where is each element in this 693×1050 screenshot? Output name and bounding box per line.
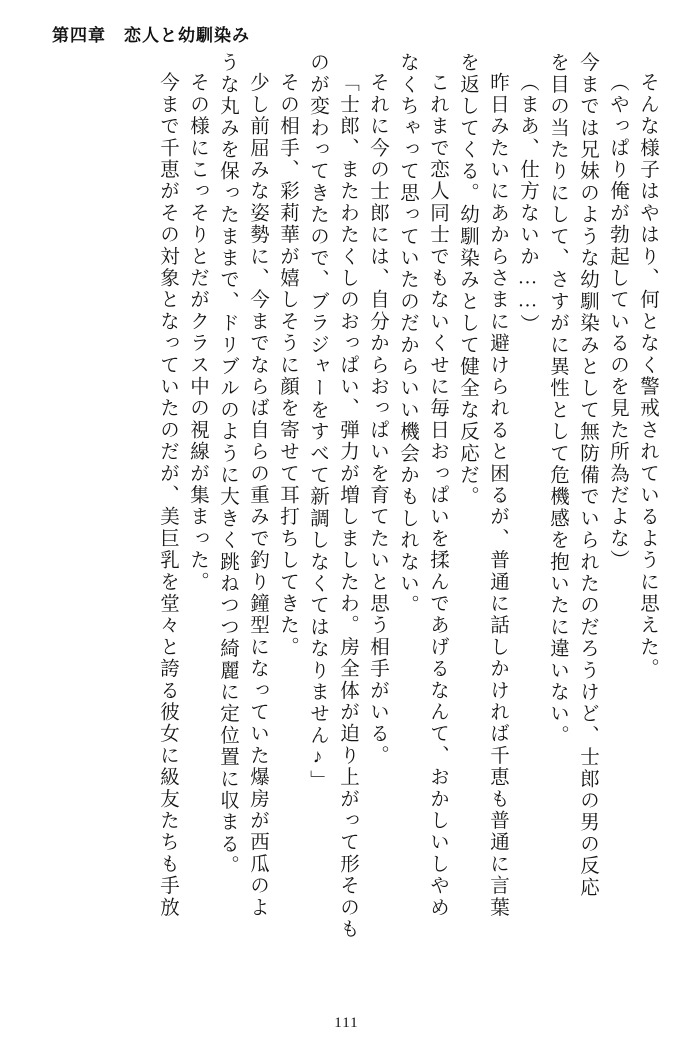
text-line: （まあ、仕方ないか……）: [517, 72, 538, 336]
text-line: 今までは兄妹のような幼馴染みとして無防備でいられたのだろうけど、士郎の男の反応: [577, 52, 598, 899]
text-line: これまで恋人同士でもないくせに毎日おっぱいを揉んであげるなんて、おかしいしやめ: [427, 72, 448, 919]
text-line: 「士郎、またわたくしのおっぱい、弾力が増しましたわ。房全体が迫り上がって形そのも: [337, 72, 358, 940]
chapter-number: 第四章: [52, 25, 106, 45]
text-line: それに今の士郎には、自分からおっぱいを育てたいと思う相手がいる。: [367, 72, 388, 767]
page-number: 111: [334, 1015, 359, 1031]
text-line: のが変わってきたので、ブラジャーをすべて新調しなくてはなりません♪」: [307, 52, 328, 792]
chapter-title: 恋人と幼馴染み: [124, 25, 250, 45]
text-line: その相手、彩莉華が嬉しそうに顔を寄せて耳打ちしてきた。: [277, 72, 298, 658]
text-line: を返してくる。幼馴染みとして健全な反応だ。: [457, 52, 478, 508]
text-line: なくちゃって思っていたのだからいい機会かもしれない。: [397, 52, 418, 617]
text-line: その様にこっそりとだがクラス中の視線が集まった。: [187, 72, 208, 593]
page-header: [52, 18, 653, 48]
text-line: うな丸みを保ったままで、ドリブルのように大きく跳ねつつ綺麗に定位置に収まる。: [217, 52, 238, 877]
text-line: （やっぱり俺が勃起しているのを見た所為だよな）: [607, 72, 628, 572]
text-line: を目の当たりにして、さすがに異性として危機感を抱いたに違いない。: [547, 52, 568, 747]
vertical-text-body: [40, 52, 657, 992]
text-line: 昨日みたいにあからさまに避けられると困るが、普通に話しかければ千恵も普通に言葉: [487, 72, 508, 919]
text-line: 今まで千恵がその対象となっていたのだが、美巨乳を堂々と誇る彼女に級友たちも手放: [157, 72, 178, 919]
text-line: そんな様子はやはり、何となく警戒されているように思えた。: [637, 72, 658, 680]
text-line: 少し前屈みな姿勢に、今までならば自らの重みで釣り鐘型になっていた爆房が西瓜のよ: [247, 72, 268, 919]
